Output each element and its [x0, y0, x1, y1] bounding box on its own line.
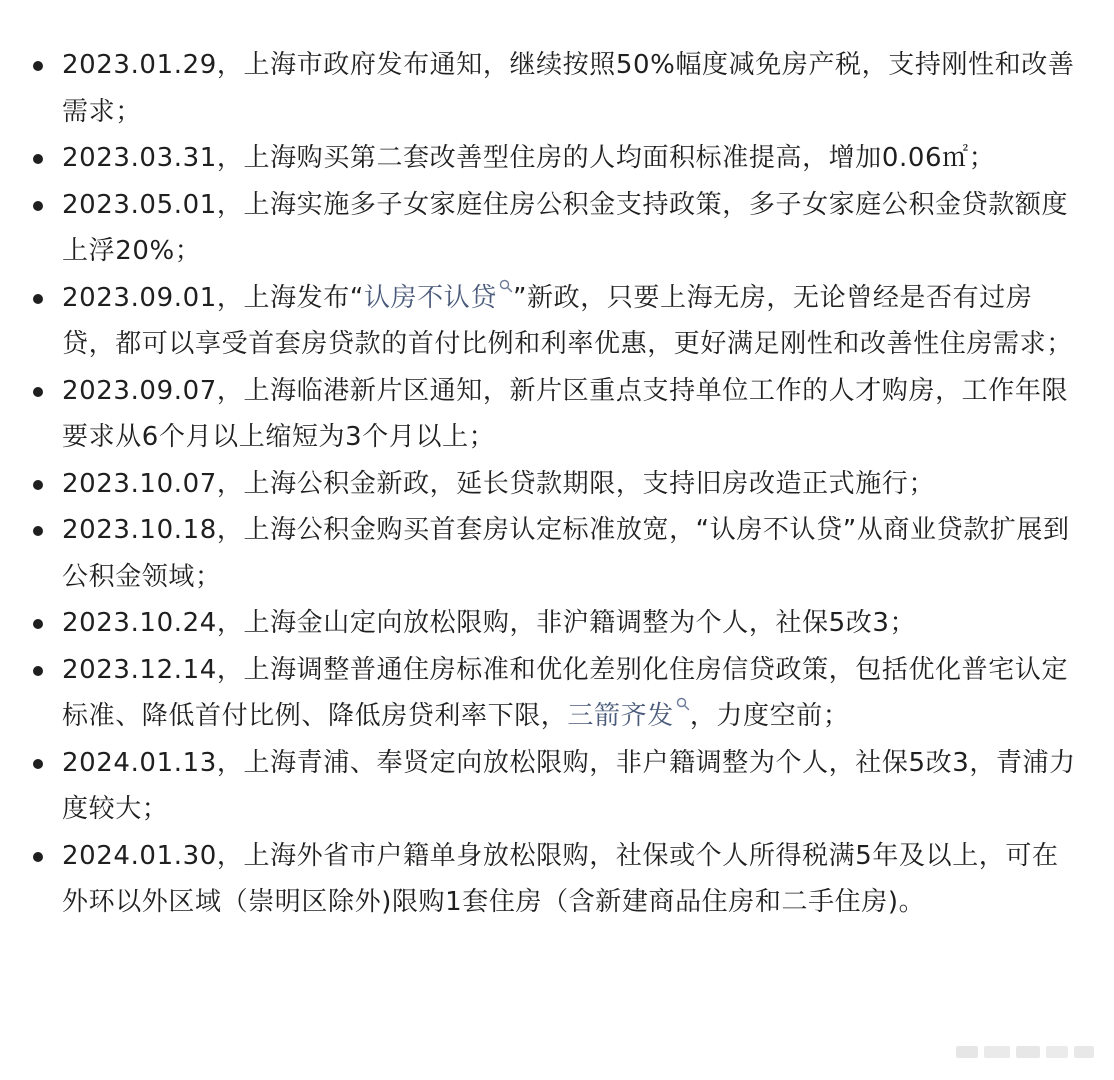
bullet-icon — [33, 480, 43, 490]
keyword-link-label: 认房不认贷 — [363, 282, 497, 313]
bullet-icon — [33, 294, 43, 304]
search-icon[interactable] — [499, 275, 513, 297]
item-text: 2023.03.31，上海购买第二套改善型住房的人均面积标准提高，增加0.06㎡； — [62, 143, 996, 173]
bullet-icon — [33, 387, 43, 397]
item-text: 2023.10.07，上海公积金新政，延长贷款期限，支持旧房改造正式施行； — [62, 468, 936, 499]
watermark-icon — [956, 1042, 1096, 1062]
item-text: 2023.10.18，上海公积金购买首套房认定标准放宽，“认房不认贷”从商业贷款扩展到公积金领域； — [62, 515, 1070, 592]
item-text: 2023.09.07，上海临港新片区通知，新片区重点支持单位工作的人才购房，工作年限要求从6个月以上缩短为3个月以上； — [62, 375, 1069, 452]
bullet-icon — [33, 61, 43, 71]
item-text-before: 2023.09.01，上海发布“ — [62, 282, 364, 313]
item-text: 2024.01.30，上海外省市户籍单身放松限购，社保或个人所得税满5年及以上，可在外环以外区域（崇明区除外)限购1套住房（含新建商品住房和二手住房)。 — [62, 840, 1059, 917]
item-text: 2023.10.24，上海金山定向放松限购，非沪籍调整为个人，社保5改3； — [62, 608, 917, 638]
list-item — [0, 647, 1114, 740]
list-item — [0, 461, 1114, 508]
bullet-icon — [33, 759, 43, 769]
bullet-icon — [33, 619, 43, 629]
item-text-after: ，力度空前； — [689, 701, 850, 731]
list-item — [0, 182, 1114, 275]
item-text: 2023.01.29，上海市政府发布通知，继续按照50%幅度减免房产税，支持刚性和改善需求； — [62, 50, 1075, 127]
keyword-link-label: 三箭齐发 — [567, 701, 674, 731]
list-item — [0, 135, 1114, 182]
list-item — [0, 368, 1114, 461]
list-item — [0, 600, 1114, 647]
list-item — [0, 42, 1114, 135]
item-text: 2024.01.13，上海青浦、奉贤定向放松限购，非户籍调整为个人，社保5改3，青浦力度较大； — [62, 747, 1076, 824]
document-body — [0, 42, 1114, 926]
list-item — [0, 507, 1114, 600]
bullet-icon — [33, 526, 43, 536]
bullet-icon — [33, 201, 43, 211]
search-icon[interactable] — [676, 693, 690, 715]
bullet-icon — [33, 154, 43, 164]
item-text: 2023.05.01，上海实施多子女家庭住房公积金支持政策，多子女家庭公积金贷款额度上浮20%； — [62, 189, 1069, 266]
policy-list — [0, 42, 1114, 926]
keyword-link[interactable] — [567, 701, 689, 731]
list-item — [0, 833, 1114, 926]
bullet-icon — [33, 852, 43, 862]
item-text-after: ”新政，只要上海无房，无论曾经是否有过房贷，都可以享受首套房贷款的首付比例和利率优惠，更好满足刚性和改善性住房需求； — [62, 282, 1073, 359]
keyword-link[interactable] — [364, 283, 513, 313]
bullet-icon — [33, 666, 43, 676]
list-item — [0, 740, 1114, 833]
list-item — [0, 275, 1114, 368]
item-text-before: 2023.12.14，上海调整普通住房标准和优化差别化住房信贷政策，包括优化普宅认定标准、降低首付比例、降低房贷利率下限， — [62, 654, 1069, 731]
